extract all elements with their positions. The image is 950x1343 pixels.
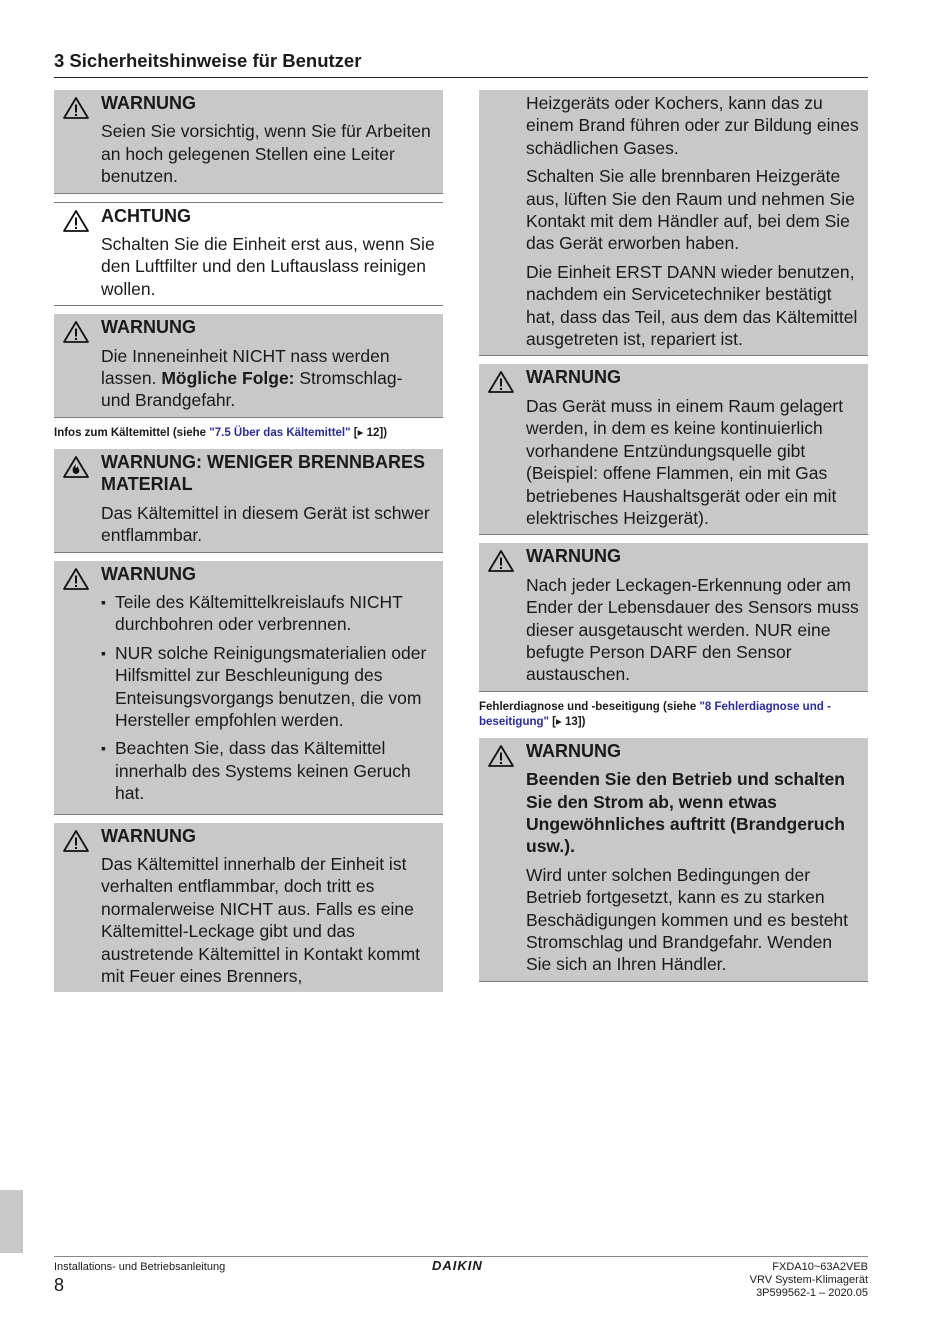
warning-box-storage	[479, 364, 868, 535]
box-text: Die Inneneinheit NICHT nass werden lassen. Mögliche Folge: Stromschlag- und Brandgefahr.	[101, 345, 403, 411]
box-title: WARNUNG	[101, 563, 196, 584]
warning-triangle-icon	[487, 370, 515, 394]
warning-box-wet	[54, 314, 443, 418]
warning-triangle-icon	[487, 549, 515, 573]
link-refrigerant-section[interactable]: "7.5 Über das Kältemittel"	[209, 426, 351, 439]
box-text: Das Kältemittel in diesem Gerät ist schwer entflammbar.	[101, 502, 430, 546]
box-text: Schalten Sie alle brennbaren Heizgeräte aus, lüften Sie den Raum und nehmen Sie Kontakt mit dem Händler auf, bei dem Sie das Gerät erworben haben.	[526, 166, 855, 254]
warning-box-abnormal	[479, 738, 868, 982]
warning-box-refrigerant-circuit	[54, 561, 443, 815]
warning-box-flammable	[54, 449, 443, 553]
warning-triangle-icon	[62, 320, 90, 344]
warning-box-leakage-continued	[479, 90, 868, 356]
list-item: ▪ Teile des Kältemittelkreislaufs NICHT durchbohren oder verbrennen.	[101, 591, 435, 636]
box-title: WARNUNG	[101, 93, 196, 113]
list-item: ▪ NUR solche Reinigungsmaterialien oder Hilfsmittel zur Beschleunigung des Enteisungsvorgangs benutzen, die vom Hersteller empfohlen werden.	[101, 642, 435, 732]
warning-triangle-icon	[62, 829, 90, 853]
box-text: Das Gerät muss in einem Raum gelagert werden, in dem es keine kontinuierlich vorhandene Entzündungsquelle gibt (Beispiel: offene Flammen, ein mit Gas betriebenes Haushaltsgerät oder ein mit elektrisches Heizgerät).	[526, 395, 844, 528]
box-text: Schalten Sie die Einheit erst aus, wenn Sie den Luftfilter und den Luftauslass reinigen wollen.	[101, 234, 435, 299]
link-troubleshooting-section[interactable]: "8 Fehlerdiagnose und -beseitigung"	[479, 700, 831, 728]
info-reference-refrigerant: Infos zum Kältemittel (siehe "7.5 Über das Kältemittel" [▸ 12])	[54, 426, 388, 439]
warning-triangle-icon	[62, 96, 90, 120]
box-text: Heizgeräts oder Kochers, kann das zu einem Brand führen oder zur Bildung eines schädlichen Gases.	[526, 93, 859, 158]
box-text: Seien Sie vorsichtig, wenn Sie für Arbeiten an hoch gelegenen Stellen eine Leiter benutzen.	[101, 121, 431, 187]
page-title: 3 Sicherheitshinweise für Benutzer	[54, 50, 868, 78]
box-title: WARNUNG	[526, 367, 621, 388]
left-column	[54, 90, 443, 1000]
flammable-warning-icon	[62, 455, 90, 479]
box-text: Die Einheit ERST DANN wieder benutzen, nachdem ein Servicetechniker bestätigt hat, dass das Teil, aus dem das Kältemittel ausgetreten ist, repariert ist.	[526, 261, 858, 350]
footer-meta	[750, 1261, 868, 1300]
box-title: WARNUNG	[101, 825, 196, 846]
box-title: WARNUNG: WENIGER BRENNBARES MATERIAL	[101, 451, 425, 495]
list-item: ▪ Beachten Sie, dass das Kältemittel innerhalb des Systems keinen Geruch hat.	[101, 737, 435, 804]
footer-divider	[54, 1256, 868, 1257]
box-title: WARNUNG	[101, 317, 196, 338]
footer-doc-id: 3P599562-1 – 2020.05	[756, 1287, 868, 1299]
footer-model: FXDA10~63A2VEB	[772, 1261, 868, 1273]
box-text-strong: Beenden Sie den Betrieb und schalten Sie den Strom ab, wenn etwas Ungewöhnliches auftritt (Brandgeruch usw.).	[526, 769, 845, 857]
chapter-tab	[0, 1190, 23, 1253]
warning-box-sensor	[479, 543, 868, 691]
box-text: Das Kältemittel innerhalb der Einheit ist verhalten entflammbar, doch tritt es normalerweise NICHT aus. Falls es eine Kältemittel-Leckage gibt und das austretende Kältemittel in Kontakt kommt mit Feuer eines Brenners,	[101, 853, 421, 986]
box-title: WARNUNG	[526, 740, 621, 761]
bullet-list	[101, 591, 435, 805]
box-text: Nach jeder Leckagen-Erkennung oder am Ender der Lebensdauer des Sensors muss dieser ausgetauscht werden. NUR eine befugte Person DARF den Sensor austauschen.	[526, 574, 859, 685]
right-column	[479, 90, 868, 990]
warning-triangle-icon	[62, 567, 90, 591]
page-number: 8	[54, 1275, 65, 1295]
box-text: Wird unter solchen Bedingungen der Betrieb fortgesetzt, kann es zu starken Beschädigungen kommen und es besteht Stromschlag und Brandgefahr. Wenden Sie sich an Ihren Händler.	[526, 864, 849, 975]
caution-box-filter	[54, 202, 443, 307]
info-reference-troubleshooting: Fehlerdiagnose und -beseitigung (siehe "8 Fehlerdiagnose und -beseitigung" [▸ 13])	[479, 700, 831, 728]
footer-product: VRV System-Klimagerät	[749, 1274, 868, 1286]
warning-box-leakage	[54, 823, 443, 993]
footer-doc-type: Installations- und Betriebsanleitung	[54, 1261, 226, 1273]
box-title: ACHTUNG	[101, 205, 191, 226]
caution-triangle-icon	[62, 209, 90, 233]
warning-box-ladder	[54, 90, 443, 194]
brand-logo: DAIKIN	[432, 1258, 483, 1273]
box-title: WARNUNG	[526, 546, 621, 567]
warning-triangle-icon	[487, 744, 515, 768]
